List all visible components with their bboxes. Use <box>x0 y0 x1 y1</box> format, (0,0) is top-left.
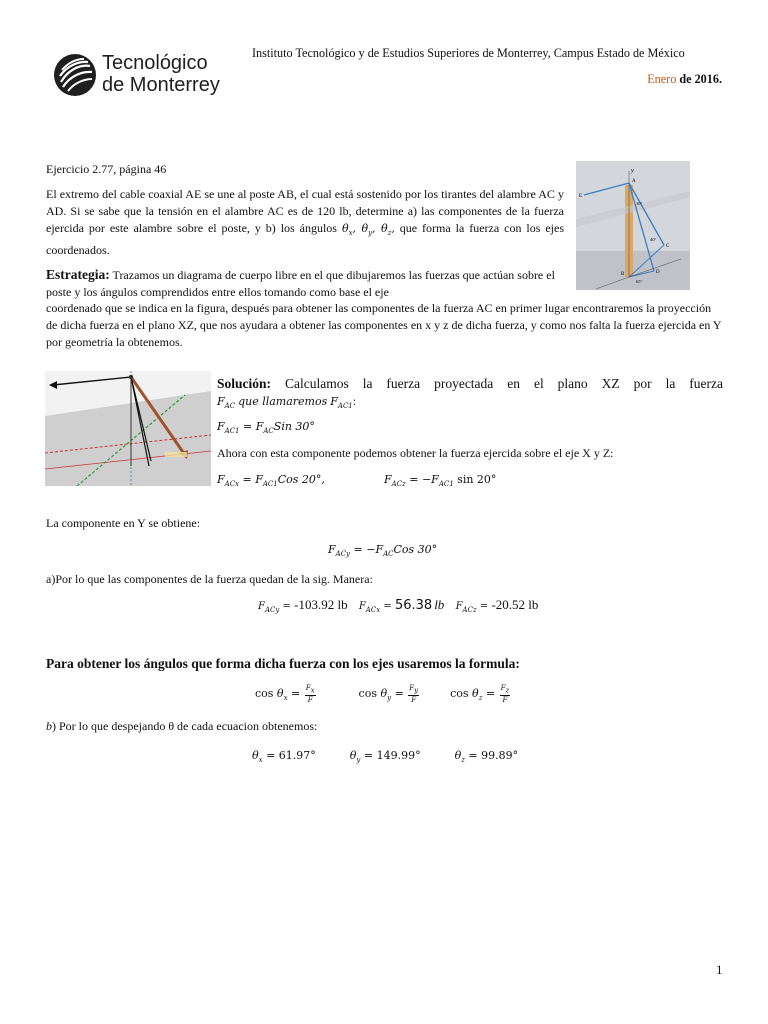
institution-name: Instituto Tecnológico y de Estudios Superiores de Monterrey, Campus Estado de México <box>252 46 685 60</box>
tec-logo-icon <box>52 52 98 98</box>
statement-text: El extremo del cable coaxial AE se une al poste AB, el cual está sostenido por los tirantes del alambre AC y AD. Si se sabe que la tensión en el alambre AC es de 120 lb, determine a) las componentes de la fuerza ejercida por este alambre sobre el poste, y b) los ángulos <box>46 187 564 235</box>
statement-tail: que forma la fuerza con los ejes coordenados. <box>46 221 565 258</box>
equation-fac1: $F_{AC1} = F_{AC}Sin$ 30° <box>217 420 315 436</box>
fig-label-a: A <box>632 179 636 184</box>
problem-figure-drawing <box>576 161 690 290</box>
date-year: de 2016. <box>679 72 722 86</box>
date-month: Enero <box>647 72 677 86</box>
solution-text-2: que llamaremos <box>238 395 328 408</box>
angles-b-line: b) Por lo que despejando θ de cada ecuacion obtenemos: <box>46 719 318 733</box>
fy-value: -103.92 lb <box>294 597 348 612</box>
fig-label-e: E <box>579 194 583 199</box>
equation-facx: $F_{ACx} = F_{AC1}Cos$ 20°, <box>217 473 325 489</box>
fig-angle-30: 30° <box>636 201 643 206</box>
cosine-formulas: $\cos \theta_x$ = $\frac{F_x}{F}$ $\cos \theta_y$ = $\frac{F_y}{F}$ $\cos \theta_z$ = $\frac{F_z}{F}$ <box>255 684 510 704</box>
eq2a-text: Cos 20°, <box>277 473 325 486</box>
header-date <box>647 72 722 87</box>
angles-heading: Para obtener los ángulos que forma dicha fuerza con los ejes usaremos la formula: <box>46 656 520 671</box>
solution-line-2: $F_{AC}$ que llamaremos $F_{AC1}$: <box>217 394 357 411</box>
eq2b-text: sin 20° <box>457 473 497 486</box>
fz-value: -20.52 lb <box>491 597 539 612</box>
eq1-text: Sin 30° <box>273 420 315 433</box>
free-body-diagram-drawing <box>45 371 211 486</box>
eq3-text: Cos 30° <box>393 543 438 556</box>
angle-results: $\theta_x = 61.97^\circ$ $\theta_y = 149.99^\circ$ $\theta_z = 99.89^\circ$ <box>252 749 519 765</box>
theta-symbols: $\theta_x$, $\theta_y$, $\theta_z$, <box>341 222 395 238</box>
solution-line-1 <box>217 376 723 392</box>
strategy-paragraph-1 <box>46 266 566 301</box>
theta-z-value: 99.89° <box>481 749 519 762</box>
fig-angle-40: 40° <box>650 237 657 242</box>
solution-text-3: Ahora con esta componente podemos obtener la fuerza ejercida sobre el eje X y Z: <box>217 446 614 460</box>
fig-label-y: y <box>631 168 634 174</box>
y-component-text: La componente en Y se obtiene: <box>46 516 201 530</box>
page-number: 1 <box>716 962 723 977</box>
component-results: $F_{ACy} = -103.92$ lb $F_{ACx} = 56.38$ lb $F_{ACz} = -20.52$ lb <box>258 597 539 614</box>
fig-angle-65: 65° <box>636 279 643 284</box>
solution-text-1: Calculamos la fuerza proyectada en el plano XZ por la fuerza <box>284 376 723 391</box>
theta-x-value: 61.97° <box>278 749 316 762</box>
exercise-statement <box>46 186 564 259</box>
fx-unit: lb <box>434 597 445 612</box>
fx-value: 56.38 <box>394 598 433 613</box>
components-intro: a)Por lo que las componentes de la fuerza quedan de la sig. Manera: <box>46 572 373 586</box>
fig-label-d: D <box>656 270 660 275</box>
equation-facy: $F_{ACy} = -F_{AC}Cos$ 30° <box>328 543 438 559</box>
angles-b-text: Por lo que despejando θ de cada ecuacion obtenemos: <box>59 719 318 733</box>
theta-y-value: 149.99° <box>376 749 421 762</box>
exercise-title: Ejercicio 2.77, página 46 <box>46 162 167 176</box>
equation-facz: $F_{ACz} = -F_{AC1}$ sin 20° <box>384 473 497 489</box>
logo-line-2: de Monterrey <box>102 74 220 96</box>
fig-label-b: B <box>621 272 625 277</box>
logo <box>52 52 232 102</box>
problem-figure-photo <box>576 161 690 290</box>
solution-label: Solución: <box>217 376 272 391</box>
logo-line-1: Tecnológico <box>102 52 208 74</box>
fig-label-c: C <box>666 244 670 249</box>
strategy-label: Estrategia: <box>46 267 110 282</box>
strategy-text-1: Trazamos un diagrama de cuerpo libre en el que dibujaremos las fuerzas que actúan sobre el poste y los ángulos comprendidos entre ellos tomando como base el eje <box>46 268 555 299</box>
free-body-diagram <box>45 371 211 486</box>
strategy-paragraph-2: coordenado que se indica en la figura, después para obtener las componentes de la fuerza AC en primer lugar encontraremos la proyección de dicha fuerza en el plano XZ, que nos ayudara a obtener las componentes en x y z de dicha fuerza, y como nos falta la fuerza ejercida en Y por geometría la obtenemos. <box>46 301 722 349</box>
